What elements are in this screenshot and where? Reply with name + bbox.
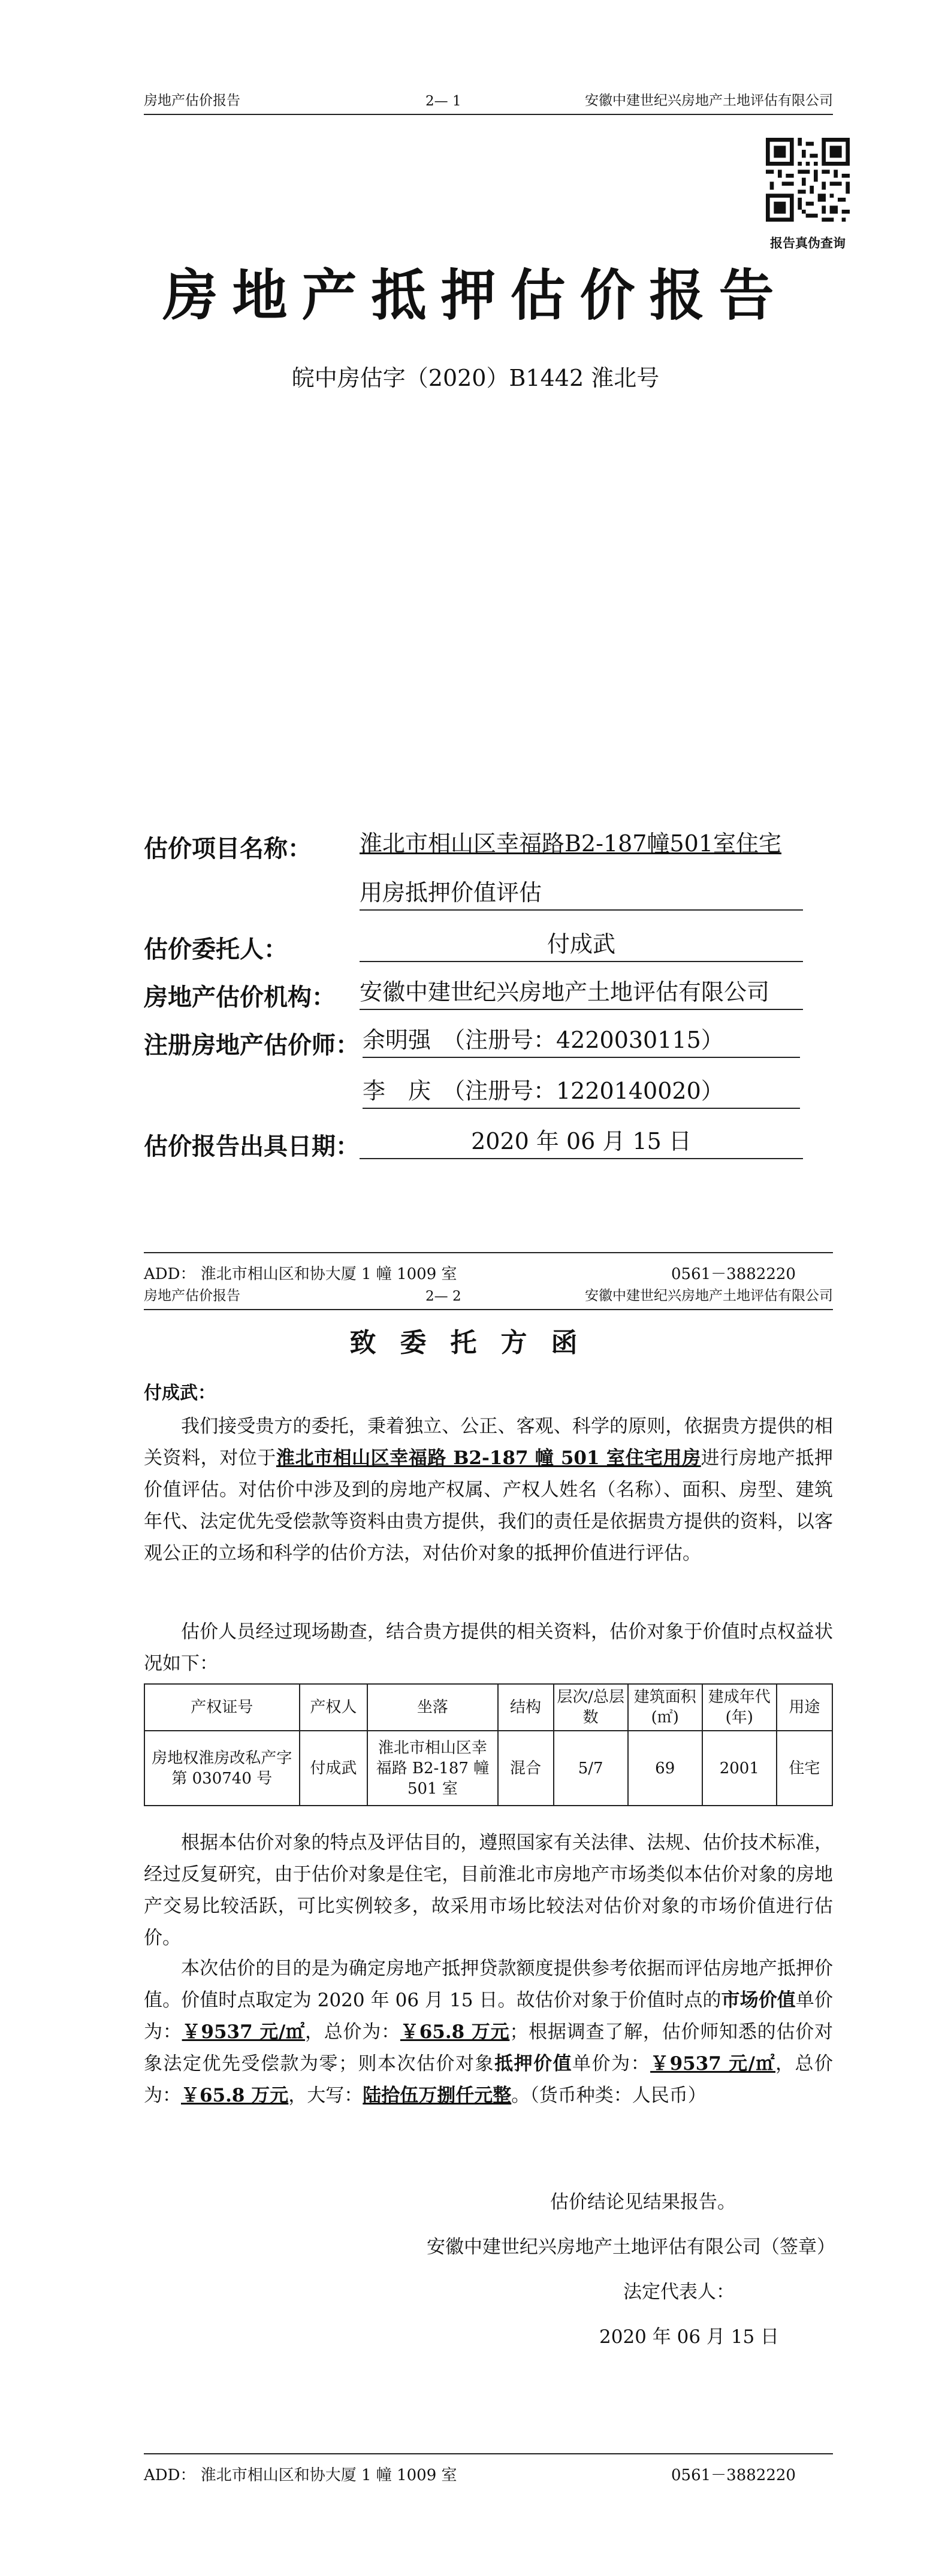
company-seal: 安徽中建世纪兴房地产土地评估有限公司（签章） xyxy=(427,2236,835,2258)
table-header-cell: 坐落 xyxy=(367,1684,497,1731)
paragraph-commission-c: 进行房地产抵押价值评估。对估价中涉及到的房地产权属、产权人姓名（名称）、面积、房型、建筑年代、法定优先受偿款等资料由贵方提供，我们的责任是依据贵方提供的资料，以客观公正的立场和科学的估价方法，对估价对象的抵押价值进行评估。 xyxy=(144,1447,834,1564)
valuation-text-k: ，总价为： xyxy=(144,2053,834,2106)
report-title: 房地产抵押估价报告 xyxy=(162,264,789,328)
legal-representative: 法定代表人： xyxy=(623,2281,735,2303)
mortgage-unit-price: ￥9537 元/㎡ xyxy=(650,2053,776,2075)
table-cell: 住宅 xyxy=(777,1731,832,1806)
letter-date: 2020 年 06 月 15 日 xyxy=(599,2326,780,2348)
header-company: 安徽中建世纪兴房地产土地评估有限公司 xyxy=(585,1288,833,1304)
letter-title: 致委托方函 xyxy=(349,1328,602,1358)
table-cell: 房地权淮房改私产字第 030740 号 xyxy=(144,1731,300,1806)
paragraph-inspection: 估价人员经过现场勘查，结合贵方提供的相关资料，估价对象于价值时点权益状况如下： xyxy=(144,1621,833,1674)
page-footer xyxy=(144,2453,833,2484)
valuation-text-m: ，大写： xyxy=(288,2085,363,2106)
footer-phone: 0561－3882220 xyxy=(671,2466,796,2484)
letter-addressee: 付成武： xyxy=(144,1383,216,1404)
paragraph-valuation xyxy=(144,1953,833,2112)
page-footer xyxy=(144,1252,833,1283)
header-page-number: 2— 2 xyxy=(425,1289,461,1304)
paragraph-commission-a: 我们接受贵方的委托，秉着独立、公正、客观、科学的原则，依据贵方提供的相关资料，对位于 xyxy=(144,1416,833,1469)
project-name-value-text: 淮北市相山区幸福路B2-187幢501室住宅 xyxy=(360,830,782,857)
page-header xyxy=(144,1285,833,1310)
valuation-text-o: 。（货币种类：人民币） xyxy=(511,2085,707,2106)
table-header-cell: 产权证号 xyxy=(144,1684,300,1731)
paragraph-method: 根据本估价对象的特点及评估目的，遵照国家有关法律、法规、估价技术标准，经过反复研究，由于估价对象是住宅，目前淮北市房地产市场类似本估价对象的房地产交易比较活跃，可比实例较多，故采用市场比较法对估价对象的市场价值进行估价。 xyxy=(144,1832,833,1949)
market-value-label: 市场价值 xyxy=(721,1990,796,2011)
property-address: 淮北市相山区幸福路 B2-187 幢 501 室住宅用房 xyxy=(276,1447,701,1469)
valuation-text-g: ；根据调查了解，估价师知悉的估价对象法定优先受偿款为零；则本次估价对象 xyxy=(144,2021,834,2075)
table-row xyxy=(144,1731,832,1806)
project-name-label: 估价项目名称： xyxy=(144,835,312,863)
table-header-cell: 产权人 xyxy=(300,1684,368,1731)
agency-value: 安徽中建世纪兴房地产土地评估有限公司 xyxy=(360,975,803,1010)
header-company: 安徽中建世纪兴房地产土地评估有限公司 xyxy=(585,93,833,108)
footer-address: ADD： 淮北市相山区和协大厦 1 幢 1009 室 xyxy=(144,1265,457,1283)
mortgage-total-price: ￥65.8 万元 xyxy=(181,2085,289,2106)
valuation-text-e: ，总价为： xyxy=(304,2021,400,2043)
table-cell: 付成武 xyxy=(300,1731,368,1806)
table-header-cell: 用途 xyxy=(777,1684,832,1731)
table-cell: 2001 xyxy=(702,1731,777,1806)
valuation-text-a: 本次估价的目的是为确定房地产抵押贷款额度提供参考依据而评估房地产抵押价值。价值时点取定为 2020 年 06 月 15 日。故估价对象于价值时点的 xyxy=(144,1958,833,2011)
mortgage-value-label: 抵押价值 xyxy=(494,2053,573,2075)
market-total-price: ￥65.8 万元 xyxy=(400,2021,510,2043)
appraiser-2: 李 庆 （注册号：1220140020） xyxy=(363,1074,800,1109)
report-reference-number: 皖中房估字（2020）B1442 淮北号 xyxy=(291,365,660,391)
page-header xyxy=(144,90,833,115)
project-name-value-line1 xyxy=(360,827,803,860)
qr-code-icon[interactable] xyxy=(766,138,850,222)
amount-in-words: 陆拾伍万捌仟元整 xyxy=(363,2085,512,2106)
valuation-text-c: 单价为： xyxy=(144,1990,833,2043)
table-cell: 5/7 xyxy=(554,1731,628,1806)
commission-letter-page xyxy=(0,1288,951,2576)
property-info-table xyxy=(144,1683,833,1806)
issue-date-label: 估价报告出具日期： xyxy=(144,1133,360,1160)
paragraph-commission xyxy=(144,1411,833,1570)
appraisers-label: 注册房地产估价师： xyxy=(144,1032,360,1059)
header-left: 房地产估价报告 xyxy=(144,1288,240,1304)
conclusion-note: 估价结论见结果报告。 xyxy=(550,2191,736,2213)
market-unit-price: ￥9537 元/㎡ xyxy=(182,2021,305,2043)
table-header-cell: 建成年代(年) xyxy=(702,1684,777,1731)
issue-date-value: 2020 年 06 月 15 日 xyxy=(360,1124,803,1159)
table-cell: 69 xyxy=(628,1731,702,1806)
table-header-row xyxy=(144,1684,832,1731)
table-header-cell: 结构 xyxy=(498,1684,554,1731)
qr-caption: 报告真伪查询 xyxy=(770,235,846,250)
footer-address: ADD： 淮北市相山区和协大厦 1 幢 1009 室 xyxy=(144,2466,457,2484)
appraiser-1: 余明强 （注册号：4220030115） xyxy=(363,1023,800,1058)
header-left: 房地产估价报告 xyxy=(144,93,240,108)
table-header-cell: 层次/总层数 xyxy=(554,1684,628,1731)
agency-label: 房地产估价机构： xyxy=(144,984,336,1011)
table-cell: 淮北市相山区幸福路 B2-187 幢 501 室 xyxy=(367,1731,497,1806)
project-name-value-line2: 用房抵押价值评估 xyxy=(360,876,803,911)
table-cell: 混合 xyxy=(498,1731,554,1806)
client-value: 付成武 xyxy=(360,927,803,962)
footer-phone: 0561－3882220 xyxy=(671,1265,796,1283)
header-page-number: 2— 1 xyxy=(425,93,461,109)
table-header-cell: 建筑面积(㎡) xyxy=(628,1684,702,1731)
valuation-text-i: 单价为： xyxy=(572,2053,651,2075)
client-label: 估价委托人： xyxy=(144,936,288,963)
